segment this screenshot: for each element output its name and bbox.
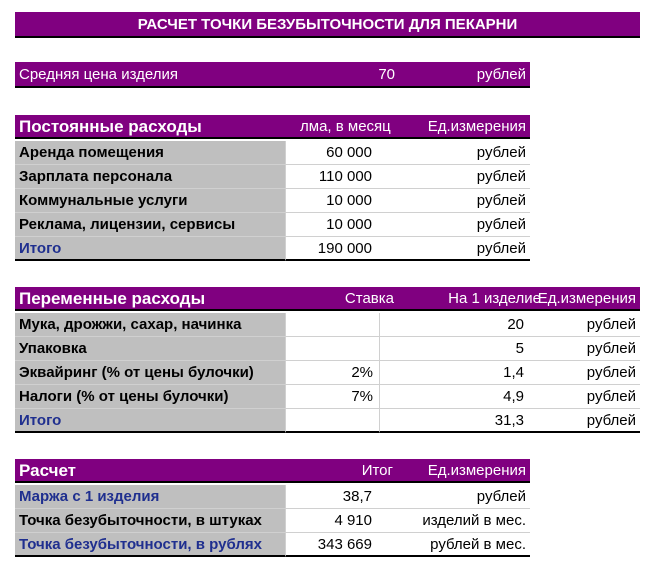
fixed-row-unit[interactable]: рублей: [378, 213, 530, 237]
variable-col-unit: Ед.измерения: [537, 290, 636, 307]
variable-row-label[interactable]: Эквайринг (% от цены булочки): [15, 361, 285, 385]
fixed-col-unit: Ед.измерения: [427, 118, 526, 135]
fixed-col-amount: лма, в месяц: [300, 118, 391, 135]
fixed-row-label[interactable]: Аренда помещения: [15, 141, 285, 165]
variable-row-unit[interactable]: рублей: [530, 361, 640, 385]
variable-row-unit[interactable]: рублей: [530, 313, 640, 337]
price-value: 70: [378, 66, 395, 83]
margin-value[interactable]: 38,7: [285, 485, 378, 509]
variable-costs-header: [15, 287, 640, 311]
variable-col-per-item: На 1 изделие: [448, 290, 541, 307]
fixed-row-value[interactable]: 10 000: [285, 189, 378, 213]
variable-total-label[interactable]: Итого: [15, 409, 285, 433]
fixed-row-unit[interactable]: рублей: [378, 189, 530, 213]
fixed-row-value[interactable]: 60 000: [285, 141, 378, 165]
fixed-row-unit[interactable]: рублей: [378, 141, 530, 165]
variable-row-rate[interactable]: [285, 337, 379, 361]
price-unit: рублей: [476, 66, 526, 83]
fixed-total-unit[interactable]: рублей: [378, 237, 530, 261]
fixed-row-unit[interactable]: рублей: [378, 165, 530, 189]
margin-label[interactable]: Маржа с 1 изделия: [15, 485, 285, 509]
breakeven-rub-label[interactable]: Точка безубыточности, в рублях: [15, 533, 285, 557]
variable-row-rate[interactable]: [285, 313, 379, 337]
fixed-costs-title: Постоянные расходы: [19, 117, 202, 136]
fixed-row-label[interactable]: Реклама, лицензии, сервисы: [15, 213, 285, 237]
variable-row-unit[interactable]: рублей: [530, 337, 640, 361]
price-row[interactable]: [15, 62, 530, 88]
calc-col-unit: Ед.измерения: [427, 462, 526, 479]
fixed-total-value[interactable]: 190 000: [285, 237, 378, 261]
variable-costs-title: Переменные расходы: [19, 289, 206, 308]
breakeven-units-value[interactable]: 4 910: [285, 509, 378, 533]
sheet-title: РАСЧЕТ ТОЧКИ БЕЗУБЫТОЧНОСТИ ДЛЯ ПЕКАРНИ: [15, 12, 640, 38]
calculation-header: [15, 459, 530, 483]
breakeven-rub-value[interactable]: 343 669: [285, 533, 378, 557]
fixed-row-label[interactable]: Коммунальные услуги: [15, 189, 285, 213]
variable-row-rate[interactable]: 7%: [285, 385, 379, 409]
variable-total-unit[interactable]: рублей: [530, 409, 640, 433]
fixed-row-value[interactable]: 110 000: [285, 165, 378, 189]
breakeven-units-label[interactable]: Точка безубыточности, в штуках: [15, 509, 285, 533]
fixed-row-label[interactable]: Зарплата персонала: [15, 165, 285, 189]
variable-row-rate[interactable]: 2%: [285, 361, 379, 385]
variable-row-unit[interactable]: рублей: [530, 385, 640, 409]
breakeven-rub-unit[interactable]: рублей в мес.: [378, 533, 530, 557]
calc-col-result: Итог: [361, 462, 393, 479]
fixed-costs-header: [15, 115, 530, 139]
variable-row-value[interactable]: 4,9: [379, 385, 530, 409]
variable-row-value[interactable]: 20: [379, 313, 530, 337]
fixed-total-label[interactable]: Итого: [15, 237, 285, 261]
price-label: Средняя цена изделия: [19, 66, 178, 83]
variable-row-value[interactable]: 1,4: [379, 361, 530, 385]
calculation-title: Расчет: [19, 461, 77, 480]
variable-total-rate[interactable]: [285, 409, 379, 433]
variable-total-value[interactable]: 31,3: [379, 409, 530, 433]
fixed-row-value[interactable]: 10 000: [285, 213, 378, 237]
breakeven-units-unit[interactable]: изделий в мес.: [378, 509, 530, 533]
margin-unit[interactable]: рублей: [378, 485, 530, 509]
variable-row-value[interactable]: 5: [379, 337, 530, 361]
variable-row-label[interactable]: Налоги (% от цены булочки): [15, 385, 285, 409]
variable-col-rate: Ставка: [344, 290, 394, 307]
variable-row-label[interactable]: Мука, дрожжи, сахар, начинка: [15, 313, 285, 337]
variable-row-label[interactable]: Упаковка: [15, 337, 285, 361]
